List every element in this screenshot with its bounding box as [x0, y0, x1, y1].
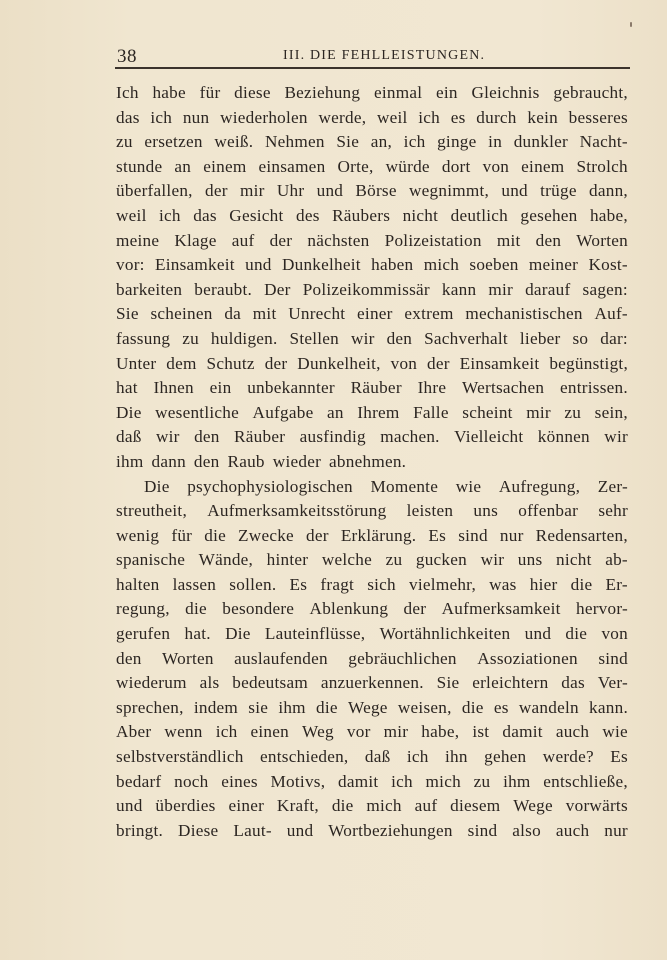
paragraph-1 — [116, 81, 628, 475]
text-line: sprechen, indem sie ihm die Wege weisen, die es wandeln kann. — [116, 697, 628, 717]
text-line: Die wesentliche Aufgabe an Ihrem Falle scheint mir zu sein, — [116, 402, 628, 422]
text-line: wiederum als bedeutsam anzuerkennen. Sie erleichtern das Ver- — [116, 673, 628, 693]
paragraph-2 — [116, 475, 628, 844]
text-line: fassung zu huldigen. Stellen wir den Sachverhalt lieber so dar: — [116, 328, 628, 348]
text-line: das ich nun wiederholen werde, weil ich es durch kein besseres — [116, 107, 628, 127]
text-line: zu ersetzen weiß. Nehmen Sie an, ich ginge in dunkler Nacht- — [116, 132, 628, 152]
text-line: selbstverständlich entschieden, daß ich ihn gehen werde? Es — [116, 747, 628, 767]
text-line: streutheit, Aufmerksamkeitsstörung leisten uns offenbar sehr — [116, 501, 628, 521]
text-line: hat Ihnen ein unbekannter Räuber Ihre Wertsachen entrissen. — [116, 378, 628, 398]
text-line: daß wir den Räuber ausfindig machen. Vielleicht können wir — [116, 427, 628, 447]
page-header — [115, 44, 630, 66]
text-line: Ich habe für diese Beziehung einmal ein Gleichnis gebraucht, — [116, 83, 628, 102]
text-line: bedarf noch eines Motivs, damit ich mich zu ihm entschließe, — [116, 771, 628, 791]
page-edge-mark — [630, 22, 632, 27]
text-line: Aber wenn ich einen Weg vor mir habe, ist damit auch wie — [116, 722, 628, 742]
text-line: meine Klage auf der nächsten Polizeistation mit den Worten — [116, 230, 628, 250]
text-line: wenig für die Zwecke der Erklärung. Es sind nur Redensarten, — [116, 525, 628, 545]
text-line: den Worten auslaufenden gebräuchlichen Assoziationen sind — [116, 648, 628, 668]
page-number: 38 — [117, 46, 137, 67]
text-line: ihm dann den Raub wieder abnehmen. — [116, 451, 407, 471]
text-line: spanische Wände, hinter welche zu gucken wir uns nicht ab- — [116, 550, 628, 570]
text-line: bringt. Diese Laut- und Wortbeziehungen sind also auch nur — [116, 820, 628, 840]
text-line: stunde an einem einsamen Orte, würde dort von einem Strolch — [116, 156, 628, 176]
running-head: III. DIE FEHLLEISTUNGEN. — [283, 48, 486, 63]
header-rule — [115, 67, 630, 69]
body-text — [116, 81, 628, 843]
text-line: barkeiten beraubt. Der Polizeikommissär kann mir darauf sagen: — [116, 279, 628, 299]
text-line: und überdies einer Kraft, die mich auf diesem Wege vorwärts — [116, 796, 628, 816]
text-line: Sie scheinen da mit Unrecht einer extrem mechanistischen Auf- — [116, 304, 628, 324]
text-line: regung, die besondere Ablenkung der Aufmerksamkeit hervor- — [116, 599, 628, 619]
text-line: weil ich das Gesicht des Räubers nicht deutlich gesehen habe, — [116, 205, 628, 225]
text-line: überfallen, der mir Uhr und Börse wegnimmt, und trüge dann, — [116, 181, 628, 201]
text-line: Die psychophysiologischen Momente wie Aufregung, Zer- — [144, 476, 628, 496]
text-line: halten lassen sollen. Es fragt sich vielmehr, was hier die Er- — [116, 574, 628, 594]
text-line: gerufen hat. Die Lauteinflüsse, Wortähnlichkeiten und die von — [116, 624, 628, 644]
text-line: Unter dem Schutz der Dunkelheit, von der Einsamkeit begünstigt, — [116, 353, 628, 373]
text-line: vor: Einsamkeit und Dunkelheit haben mich soeben meiner Kost- — [116, 255, 628, 275]
